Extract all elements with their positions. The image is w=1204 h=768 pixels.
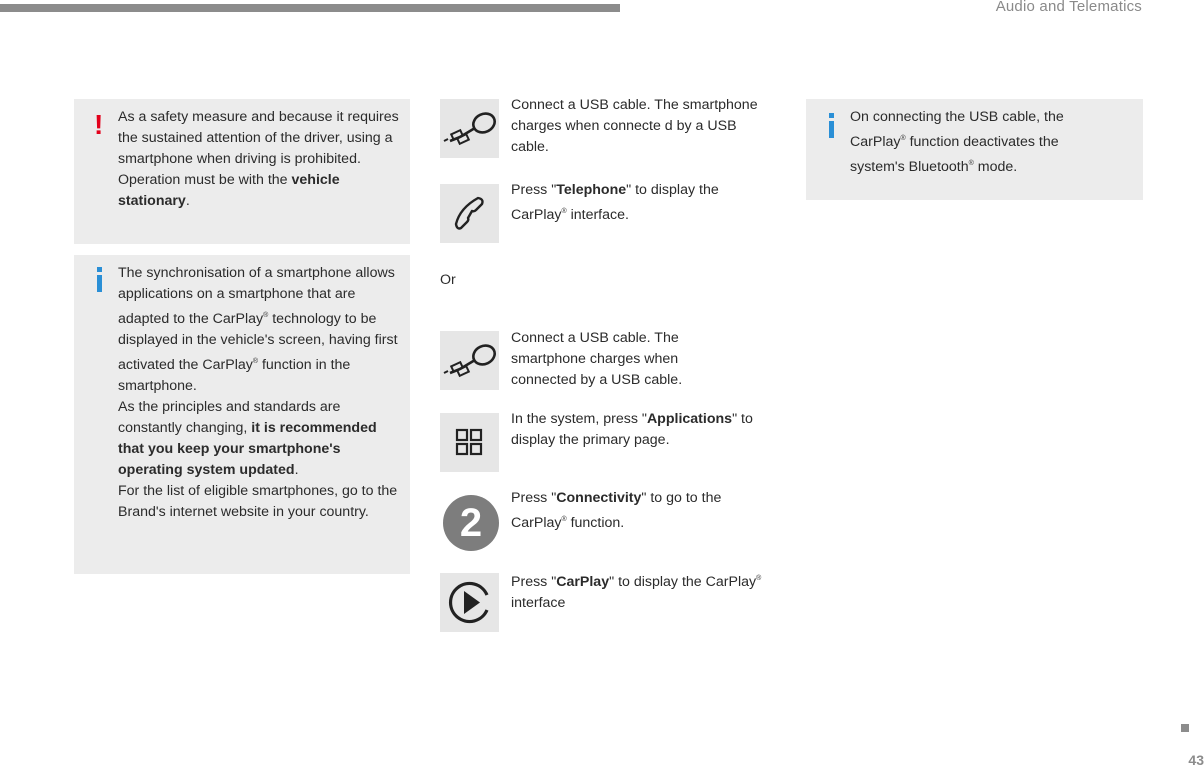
- warning-text: As a safety measure and because it requires the sustained attention of the driver, using a smartphone when driving is prohibited. Operation must be with the vehicle stationary.: [118, 109, 399, 209]
- warning-box: [74, 99, 410, 244]
- telephone-icon: [440, 184, 499, 243]
- info-text-synchronisation: The synchronisation of a smartphone allows applications on a smartphone that are adapted to the CarPlay® technology to be displayed in the vehicle's screen, having first activated the CarPlay® function in the smartphone. As the principles and standards are constantly changing, it is recommended that you keep your smartphone's operating system updated. For the list of eligible smartphones, go to the Brand's internet website in your country.: [118, 265, 398, 520]
- info-icon: [826, 113, 836, 137]
- page-marker: [1181, 724, 1189, 732]
- info-box-bluetooth: [806, 99, 1143, 200]
- usb-cable-icon: [440, 331, 499, 390]
- step-connect-usb-text: Connect a USB cable. The smartphone charges when connecte d by a USB cable.: [511, 97, 758, 155]
- step-connectivity-text: Press "Connectivity" to go to the CarPlay® function.: [511, 490, 722, 531]
- carplay-play-icon: [440, 573, 499, 632]
- exclamation-icon: !: [94, 109, 104, 140]
- applications-grid-icon: [440, 413, 499, 472]
- info-icon: [94, 267, 104, 291]
- step-applications-text: In the system, press "Applications" to display the primary page.: [511, 411, 753, 448]
- step-connect-usb-text-2: Connect a USB cable. The smartphone charges when connected by a USB cable.: [511, 330, 683, 388]
- info-box-synchronisation: [74, 255, 410, 574]
- info-text-bluetooth: On connecting the USB cable, the CarPlay® function deactivates the system's Bluetooth® mode.: [850, 109, 1064, 175]
- section-title: Audio and Telematics: [995, 0, 1142, 15]
- usb-cable-icon: [440, 99, 499, 158]
- step-carplay-text: Press "CarPlay" to display the CarPlay® interface: [511, 574, 762, 611]
- header-rule: [0, 4, 620, 12]
- step-number-badge: 2: [443, 495, 499, 551]
- page-number: 43: [1188, 752, 1204, 768]
- step-telephone-text: Press "Telephone" to display the CarPlay® interface.: [511, 182, 719, 223]
- or-separator: Or: [440, 272, 456, 288]
